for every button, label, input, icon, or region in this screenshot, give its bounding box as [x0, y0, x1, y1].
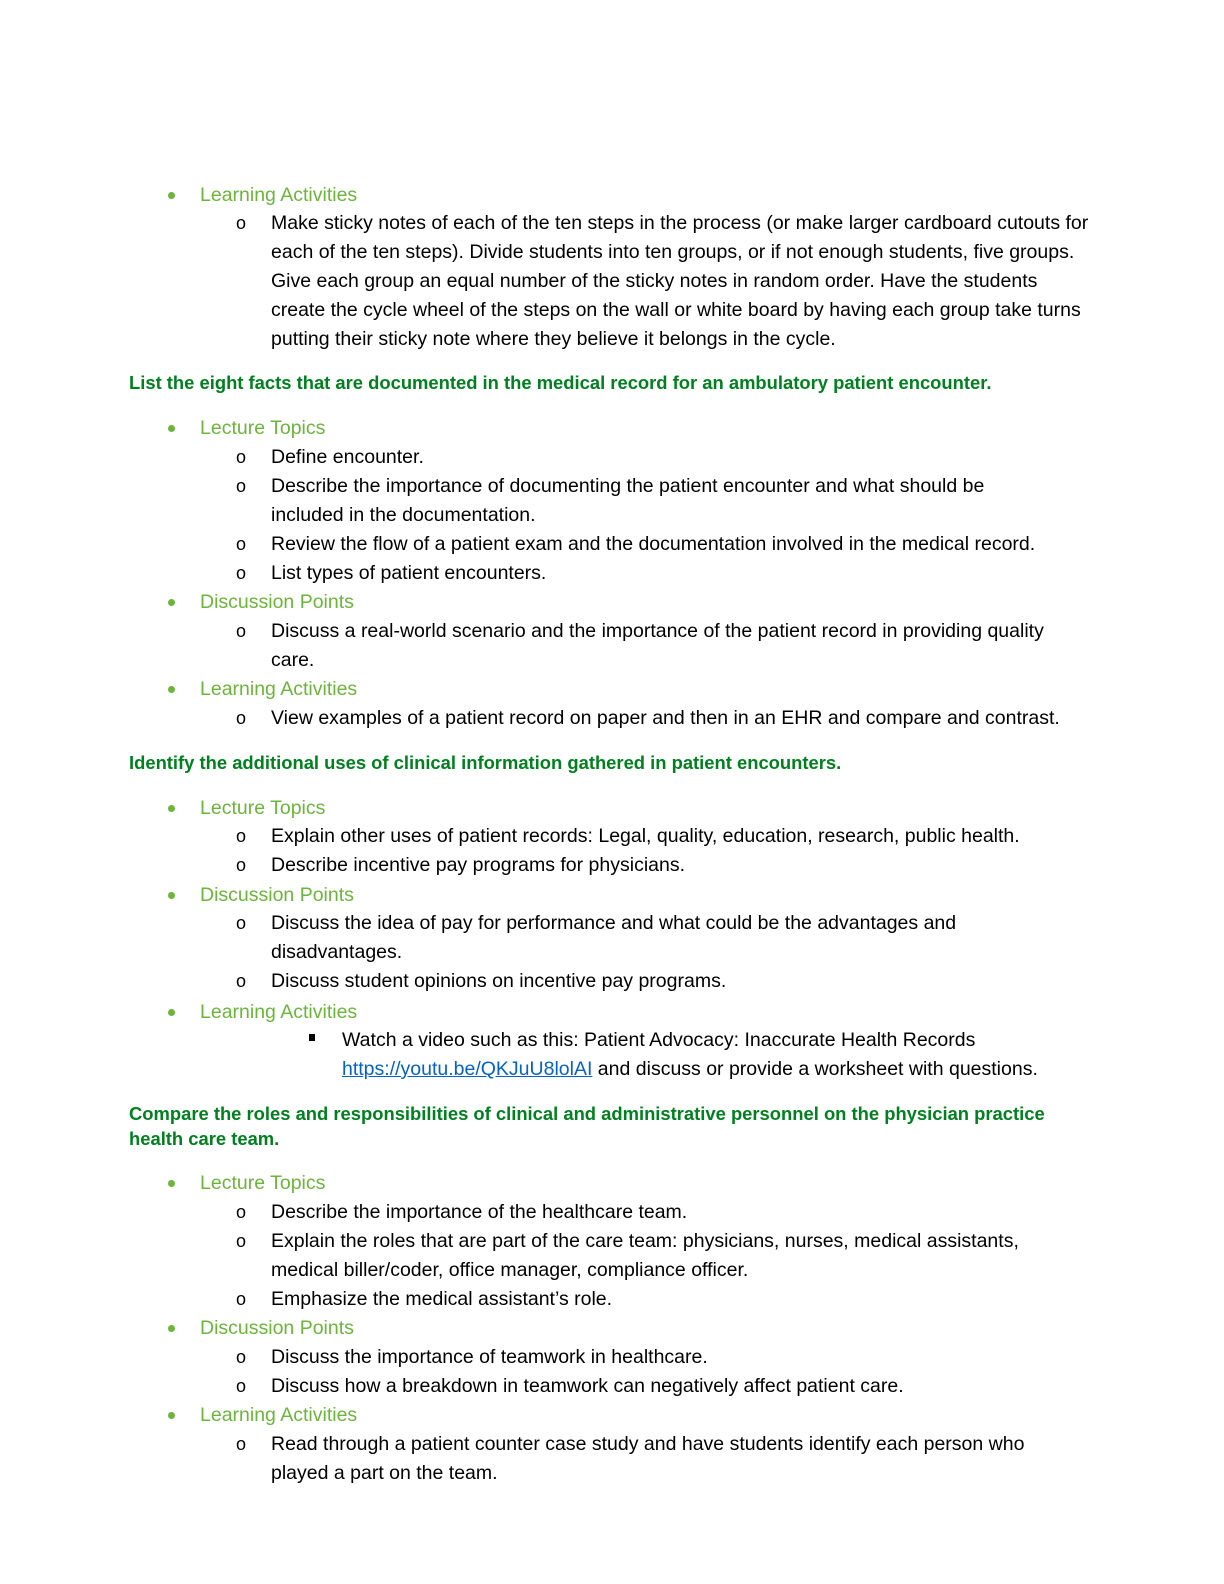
list-item: o Discuss the idea of pay for performance and what could be the advantages and disadvantages.	[271, 909, 991, 967]
category-learning-activities: Learning Activities	[200, 181, 357, 209]
bullet-icon	[168, 686, 175, 693]
circle-bullet-icon: o	[236, 971, 247, 991]
list-item: o Discuss how a breakdown in teamwork can negatively affect patient care.	[271, 1372, 1091, 1401]
list-item: Watch a video such as this: Patient Advocacy: Inaccurate Health Records https://youtu.be/QKJuU8lolAI and discuss or provide a worksheet with questions.	[342, 1026, 1072, 1084]
category-discussion-points: Discussion Points	[200, 588, 354, 616]
list-item: o Emphasize the medical assistant’s role.	[271, 1285, 1091, 1314]
circle-bullet-icon: o	[236, 855, 247, 875]
bullet-icon	[168, 1009, 175, 1016]
list-item: o Review the flow of a patient exam and the documentation involved in the medical record.	[271, 530, 1091, 559]
bullet-icon	[168, 1180, 175, 1187]
category-discussion-points: Discussion Points	[200, 881, 354, 909]
list-item: o Describe incentive pay programs for physicians.	[271, 851, 1091, 880]
circle-bullet-icon: o	[236, 213, 247, 233]
video-link[interactable]: https://youtu.be/QKJuU8lolAI	[342, 1058, 593, 1080]
section-heading: Identify the additional uses of clinical information gathered in patient encounters.	[129, 752, 842, 773]
category-learning-activities: Learning Activities	[200, 1401, 357, 1429]
category-lecture-topics: Lecture Topics	[200, 794, 325, 822]
category-lecture-topics: Lecture Topics	[200, 1169, 325, 1197]
list-item: o List types of patient encounters.	[271, 559, 1091, 588]
list-item: o Make sticky notes of each of the ten steps in the process (or make larger cardboard cutouts for each of the ten steps). Divide students into ten groups, or if not enough students, five groups. Give each group an equal number of the sticky notes in random order. Have the students create the cycle wheel of the steps on the wall or white board by having each group take turns putting their sticky note where they believe it belongs in the cycle.	[271, 209, 1091, 354]
category-lecture-topics: Lecture Topics	[200, 414, 325, 442]
circle-bullet-icon: o	[236, 1434, 247, 1454]
circle-bullet-icon: o	[236, 621, 247, 641]
circle-bullet-icon: o	[236, 1347, 247, 1367]
list-item: o Describe the importance of the healthcare team.	[271, 1198, 1091, 1227]
bullet-icon	[168, 892, 175, 899]
list-item: o Discuss student opinions on incentive pay programs.	[271, 967, 1091, 996]
bullet-icon	[168, 599, 175, 606]
circle-bullet-icon: o	[236, 563, 247, 583]
category-learning-activities: Learning Activities	[200, 675, 357, 703]
circle-bullet-icon: o	[236, 1376, 247, 1396]
category-discussion-points: Discussion Points	[200, 1314, 354, 1342]
list-item: o Discuss a real-world scenario and the importance of the patient record in providing quality care.	[271, 617, 1091, 675]
list-item: o Explain other uses of patient records: Legal, quality, education, research, public health.	[271, 822, 1091, 851]
circle-bullet-icon: o	[236, 913, 247, 933]
list-item: o Explain the roles that are part of the care team: physicians, nurses, medical assistants, medical biller/coder, office manager, compliance officer.	[271, 1227, 1061, 1285]
circle-bullet-icon: o	[236, 708, 247, 728]
list-item: o Read through a patient counter case study and have students identify each person who played a part on the team.	[271, 1430, 1061, 1488]
bullet-icon	[168, 425, 175, 432]
bullet-icon	[168, 805, 175, 812]
category-learning-activities: Learning Activities	[200, 998, 357, 1026]
section-heading: List the eight facts that are documented in the medical record for an ambulatory patient encounter.	[129, 372, 992, 393]
list-item: o Define encounter.	[271, 443, 1091, 472]
bullet-icon	[168, 1412, 175, 1419]
circle-bullet-icon: o	[236, 826, 247, 846]
circle-bullet-icon: o	[236, 476, 247, 496]
list-item: o Describe the importance of documenting the patient encounter and what should be included in the documentation.	[271, 472, 1031, 530]
circle-bullet-icon: o	[236, 1202, 247, 1222]
section-heading: Compare the roles and responsibilities of clinical and administrative personnel on the physician practice health care team.	[129, 1103, 1045, 1149]
circle-bullet-icon: o	[236, 534, 247, 554]
list-item: o View examples of a patient record on paper and then in an EHR and compare and contrast.	[271, 704, 1091, 733]
square-bullet-icon	[309, 1034, 315, 1041]
circle-bullet-icon: o	[236, 1231, 247, 1251]
bullet-icon	[168, 192, 175, 199]
bullet-icon	[168, 1325, 175, 1332]
circle-bullet-icon: o	[236, 447, 247, 467]
circle-bullet-icon: o	[236, 1289, 247, 1309]
list-item: o Discuss the importance of teamwork in healthcare.	[271, 1343, 1091, 1372]
